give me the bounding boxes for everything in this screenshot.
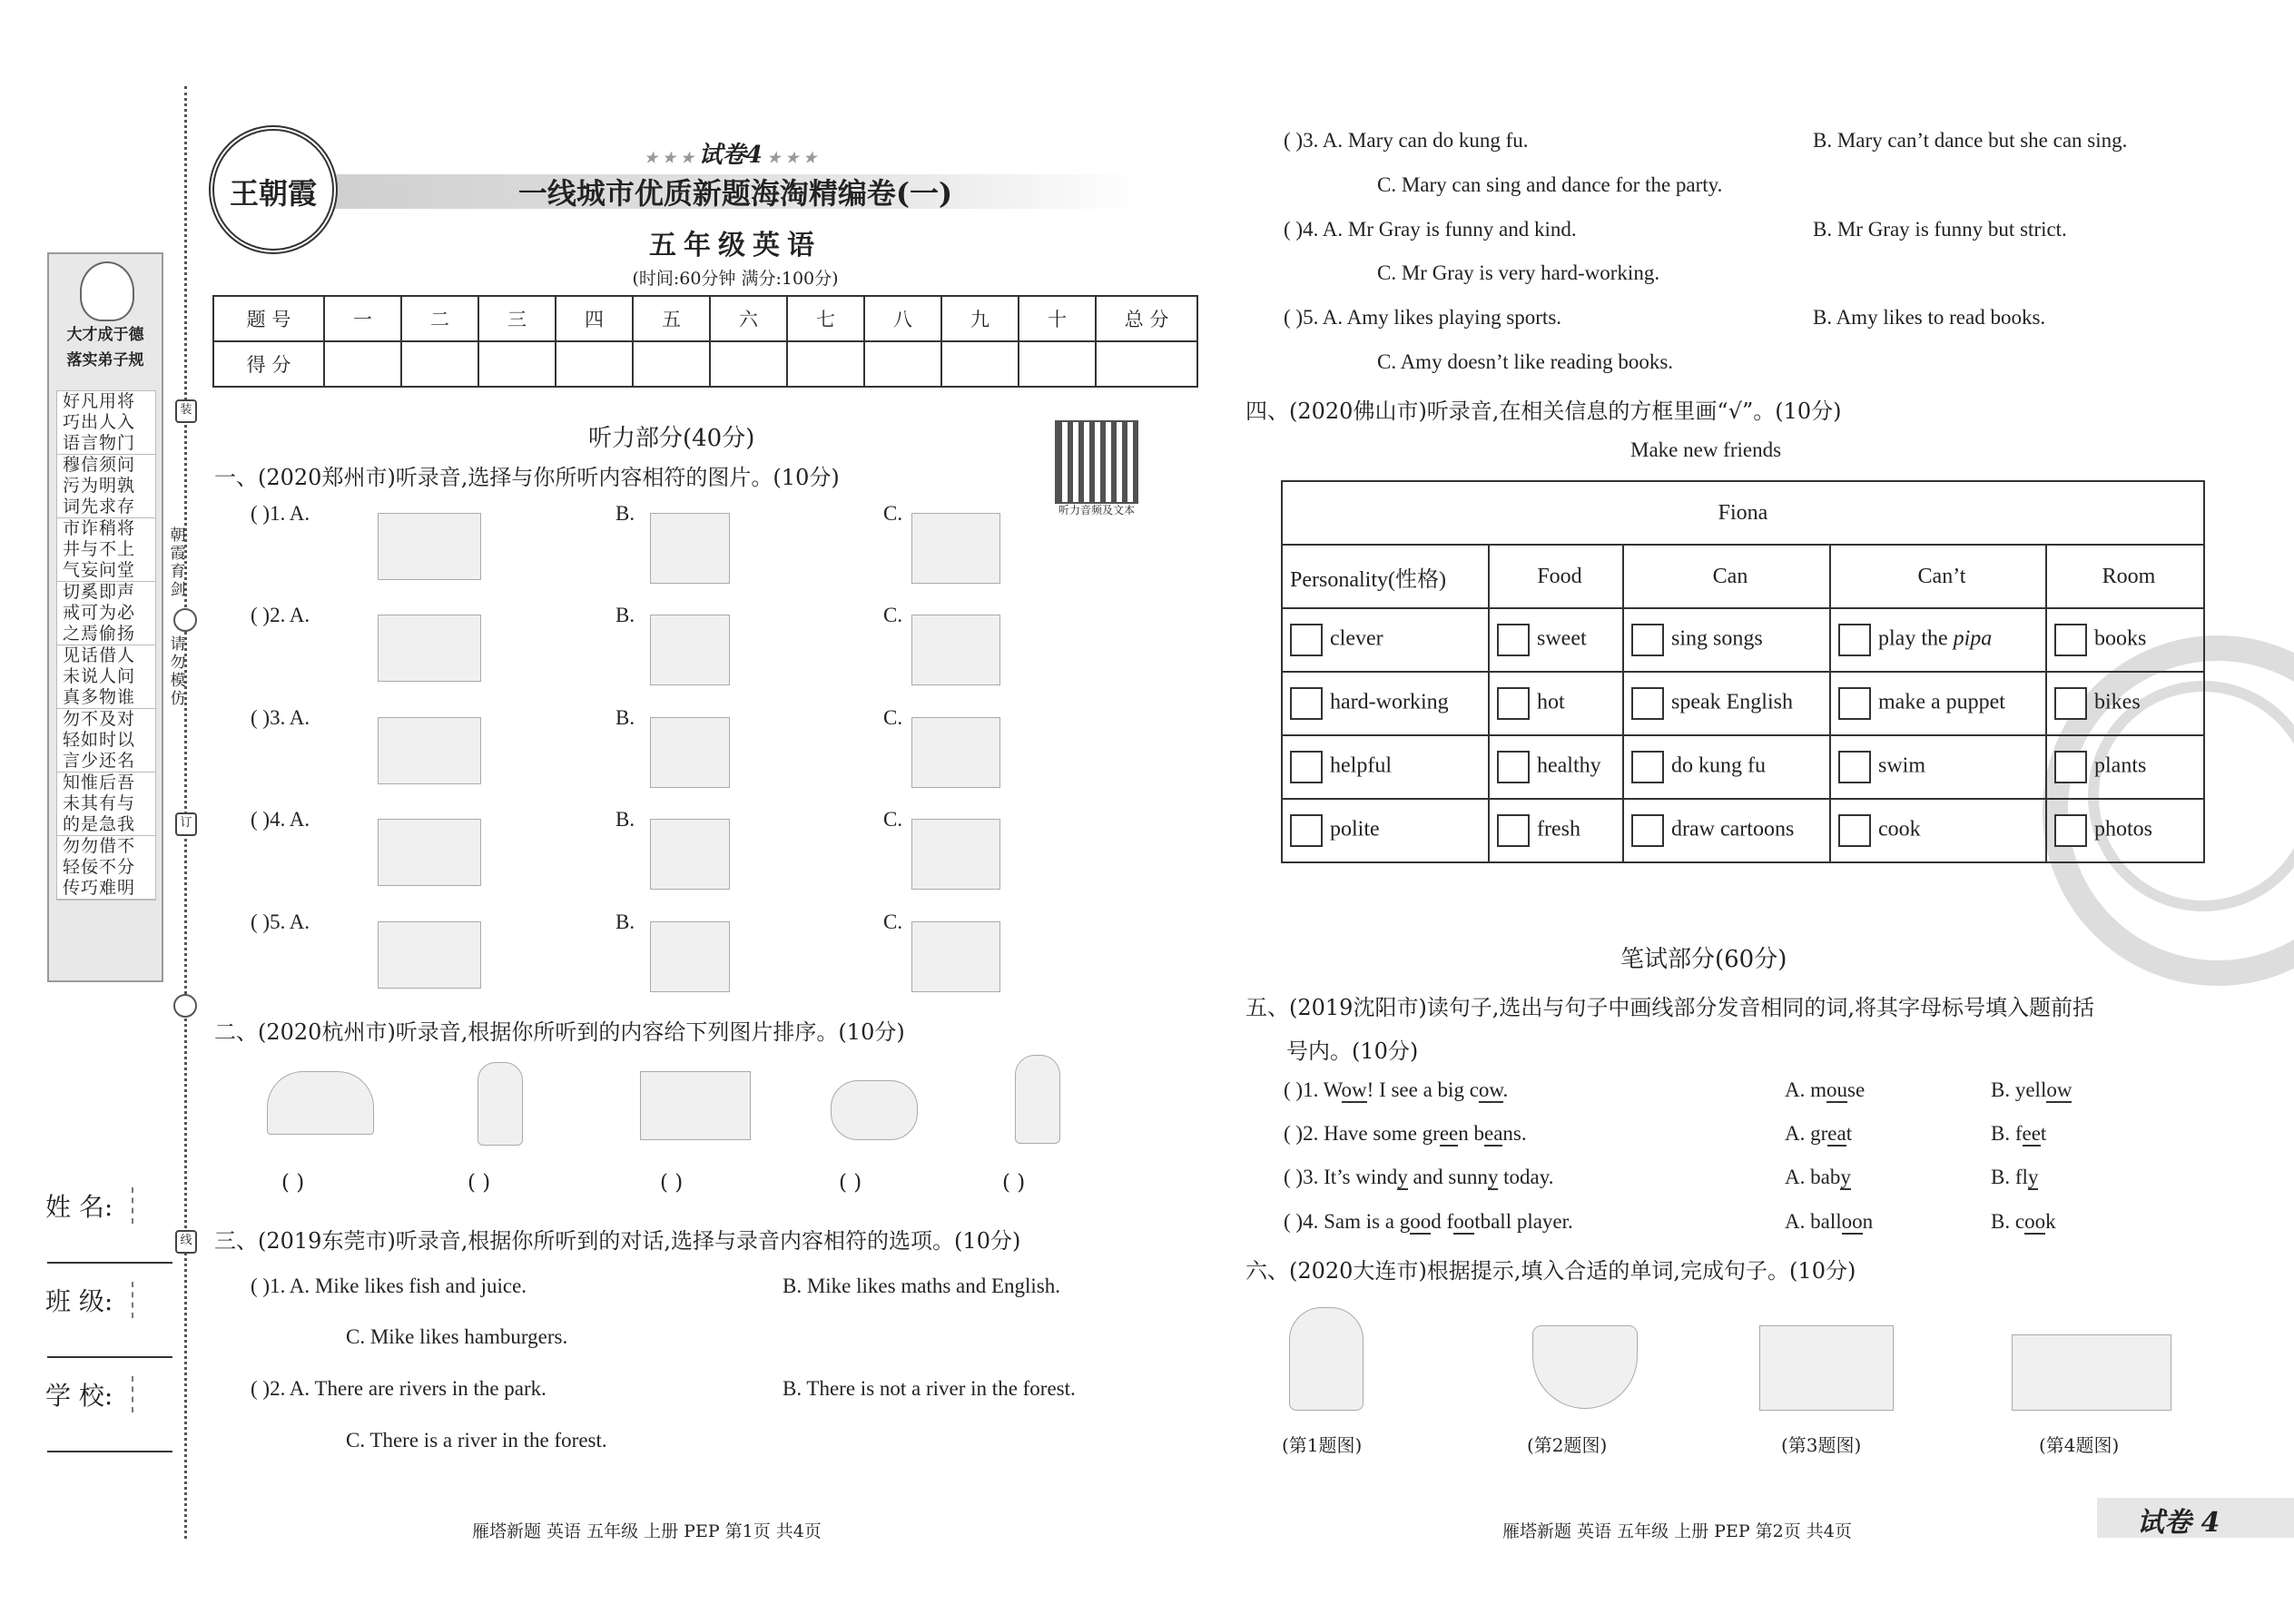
underlined-letters: y bbox=[1397, 1166, 1408, 1188]
s5-option-b[interactable] bbox=[1991, 1122, 2046, 1146]
option-text: B. yell bbox=[1991, 1078, 2047, 1101]
s1-picture-a bbox=[378, 717, 481, 784]
s1-option-c-label[interactable]: C. bbox=[883, 502, 903, 525]
sentence-text: ! I see a big c bbox=[1366, 1078, 1479, 1101]
s5-question[interactable] bbox=[1284, 1210, 1573, 1234]
s1-option-a-label[interactable]: ( )1. A. bbox=[251, 502, 310, 525]
checklist-cell bbox=[1830, 735, 2046, 799]
score-input[interactable] bbox=[941, 341, 1019, 387]
sentence-text: Have some gr bbox=[1324, 1122, 1440, 1145]
checkbox[interactable] bbox=[2054, 814, 2087, 847]
checklist-cell bbox=[1282, 608, 1489, 672]
tree-house-picture bbox=[2012, 1334, 2171, 1411]
underlined-letters: ow bbox=[1341, 1078, 1367, 1101]
motto-verse: 气妄问堂 bbox=[57, 560, 155, 582]
motto-verse: 穆信须问 bbox=[63, 455, 136, 475]
option-label: sing songs bbox=[1671, 626, 1763, 651]
sentence-text: ( )2. bbox=[1284, 1122, 1324, 1145]
checklist-cell bbox=[1489, 608, 1623, 672]
boy-picture bbox=[478, 1062, 523, 1146]
option-label: photos bbox=[2094, 817, 2153, 842]
option-label: fresh bbox=[1537, 817, 1580, 842]
motto-verse: 未其有与 bbox=[63, 793, 136, 813]
underlined-letters: oo bbox=[2024, 1210, 2046, 1233]
motto-strip bbox=[47, 252, 163, 982]
checklist-cell bbox=[1282, 672, 1489, 735]
s5-option-b[interactable] bbox=[1991, 1078, 2072, 1102]
s3-q5-option-b[interactable]: B. Amy likes to read books. bbox=[1813, 306, 2046, 329]
motto-verse: 知惟后吾 bbox=[63, 773, 136, 792]
checkbox[interactable] bbox=[1497, 814, 1530, 847]
section-3-heading: 三、(2019东莞市)听录音,根据你所听到的对话,选择与录音内容相符的选项。(10分) bbox=[214, 1228, 1021, 1254]
score-cell: 总 分 bbox=[1096, 296, 1197, 341]
checkbox[interactable] bbox=[1838, 751, 1871, 783]
order-blank[interactable]: ( ) bbox=[281, 1171, 305, 1195]
checkbox[interactable] bbox=[1631, 814, 1664, 847]
option-label: cook bbox=[1878, 817, 1921, 842]
option-label: clever bbox=[1330, 626, 1383, 651]
s1-picture-b bbox=[650, 615, 730, 685]
side-mark-seal: 订 bbox=[175, 812, 197, 836]
checklist-cell bbox=[2046, 608, 2204, 672]
section-4-heading: 四、(2020佛山市)听录音,在相关信息的方框里画“√”。(10分) bbox=[1245, 399, 1842, 424]
option-label: play the bbox=[1878, 626, 1954, 651]
option-text: A. bab bbox=[1785, 1166, 1841, 1188]
option-label: plants bbox=[2094, 753, 2147, 778]
sentence-text: tball player. bbox=[1474, 1210, 1573, 1233]
checkbox[interactable] bbox=[1838, 814, 1871, 847]
option-text: t bbox=[1846, 1122, 1853, 1145]
paper-title: 一线城市优质新题海淘精编卷(一) bbox=[517, 176, 953, 211]
checkbox[interactable] bbox=[2054, 687, 2087, 720]
sentence-text: ns. bbox=[1502, 1122, 1527, 1145]
s1-picture-c bbox=[911, 615, 1000, 685]
option-text: A. gr bbox=[1785, 1122, 1828, 1145]
option-label: books bbox=[2094, 626, 2147, 651]
checkbox[interactable] bbox=[1838, 624, 1871, 656]
motto-verse: 语言物门 bbox=[57, 433, 155, 455]
s1-option-a-label[interactable]: ( )4. A. bbox=[251, 808, 310, 831]
score-input[interactable] bbox=[401, 341, 478, 387]
underlined-letters: y bbox=[1840, 1166, 1851, 1188]
section-1-heading: 一、(2020郑州市)听录音,选择与你所听内容相符的图片。(10分) bbox=[214, 465, 840, 490]
checkbox[interactable] bbox=[1838, 687, 1871, 720]
fiona-checklist-table bbox=[1281, 480, 2205, 863]
score-cell: 题 号 bbox=[213, 296, 324, 341]
listening-title: 听力部分(40分) bbox=[588, 425, 755, 452]
sentence-text: W bbox=[1323, 1078, 1342, 1101]
option-label: swim bbox=[1878, 753, 1926, 778]
vertical-note: 请勿模仿 bbox=[170, 635, 186, 708]
s1-option-b-label[interactable]: B. bbox=[615, 502, 635, 525]
motto-verse: 勿不及对 bbox=[63, 709, 136, 729]
s1-picture-b bbox=[650, 717, 730, 788]
grade-subject: 五年级英语 bbox=[649, 230, 822, 261]
score-cell: 五 bbox=[633, 296, 710, 341]
s5-option-a[interactable] bbox=[1785, 1210, 1873, 1234]
checklist-cell bbox=[2046, 799, 2204, 862]
score-input[interactable] bbox=[710, 341, 787, 387]
option-label: polite bbox=[1330, 817, 1380, 842]
score-input[interactable] bbox=[478, 341, 556, 387]
s1-option-c-label[interactable]: C. bbox=[883, 808, 903, 831]
vertical-note: 朝霞育剑 bbox=[170, 527, 186, 599]
motto-verse: 词先求存 bbox=[57, 497, 155, 518]
underlined-letters: oo bbox=[1453, 1210, 1475, 1233]
s1-picture-b bbox=[650, 819, 730, 890]
underlined-letters: ea bbox=[1827, 1122, 1846, 1145]
underlined-letters: ee bbox=[1439, 1122, 1459, 1145]
s5-option-a[interactable] bbox=[1785, 1166, 1851, 1189]
s1-picture-c bbox=[911, 819, 1000, 890]
motto-verse: 言少还名 bbox=[57, 751, 155, 773]
paper-number-text: 试卷4 bbox=[698, 142, 763, 169]
checkbox[interactable] bbox=[1497, 624, 1530, 656]
checklist-cell bbox=[1282, 799, 1489, 862]
s3-q3-option-c[interactable]: C. Mary can sing and dance for the party. bbox=[1377, 173, 1723, 196]
option-text: k bbox=[2045, 1210, 2056, 1233]
motto-verse: 好凡用将 bbox=[63, 391, 136, 411]
sentence-text: ( )4. bbox=[1284, 1210, 1324, 1233]
option-label: do kung fu bbox=[1671, 753, 1766, 778]
brand-logo bbox=[209, 125, 338, 254]
motto-top bbox=[56, 322, 154, 373]
s3-q5-option-c[interactable]: C. Amy doesn’t like reading books. bbox=[1377, 350, 1674, 373]
s1-option-b-label[interactable]: B. bbox=[615, 706, 635, 729]
checklist-cell bbox=[1623, 672, 1830, 735]
score-input[interactable] bbox=[1096, 341, 1197, 387]
order-blank[interactable]: ( ) bbox=[660, 1171, 684, 1195]
checklist-cell bbox=[1282, 735, 1489, 799]
motto-verse: 市诈稍将 bbox=[63, 518, 136, 538]
option-label: hard-working bbox=[1330, 690, 1449, 714]
checklist-row bbox=[1282, 672, 2204, 735]
writing-title: 笔试部分(60分) bbox=[1620, 946, 1787, 973]
score-cell: 一 bbox=[324, 296, 401, 341]
table-header-row bbox=[1282, 545, 2204, 608]
checkbox[interactable] bbox=[1631, 624, 1664, 656]
column-header: Can bbox=[1623, 545, 1830, 608]
noodle-bowl-picture bbox=[1532, 1325, 1638, 1409]
score-input[interactable] bbox=[556, 341, 633, 387]
option-text: B. fl bbox=[1991, 1166, 2028, 1188]
motto-verse: 传巧难明 bbox=[57, 878, 155, 900]
s1-picture-b bbox=[650, 921, 730, 992]
s1-option-b-label[interactable]: B. bbox=[615, 910, 635, 933]
sentence-text: n b bbox=[1458, 1122, 1484, 1145]
score-input[interactable] bbox=[324, 341, 401, 387]
section-5-heading: 五、(2019沈阳市)读句子,选出与句子中画线部分发音相同的词,将其字母标号填入题前括 bbox=[1245, 995, 2095, 1020]
option-label: sweet bbox=[1537, 626, 1587, 651]
section-2-heading: 二、(2020杭州市)听录音,根据你所听到的内容给下列图片排序。(10分) bbox=[214, 1019, 905, 1045]
flower-pots-picture bbox=[640, 1071, 751, 1140]
checklist-cell bbox=[2046, 735, 2204, 799]
score-input[interactable] bbox=[1019, 341, 1096, 387]
figure-caption: (第2题图) bbox=[1527, 1434, 1608, 1456]
paper-tab bbox=[2097, 1498, 2294, 1538]
s5-option-a[interactable] bbox=[1785, 1122, 1852, 1146]
option-label: hot bbox=[1537, 690, 1565, 714]
underlined-letters: ou bbox=[1826, 1078, 1847, 1101]
score-cell: 八 bbox=[864, 296, 941, 341]
s1-picture-c bbox=[911, 921, 1000, 992]
cartoon-figure-icon bbox=[80, 261, 134, 321]
sentence-text: ( )1. bbox=[1284, 1078, 1324, 1101]
checkbox[interactable] bbox=[2054, 624, 2087, 656]
s3-q1-option-a[interactable]: ( )1. A. Mike likes fish and juice. bbox=[251, 1275, 527, 1297]
motto-verse: 轻如时以 bbox=[63, 730, 136, 750]
s1-picture-c bbox=[911, 513, 1000, 584]
grandma-picture bbox=[1015, 1055, 1060, 1144]
score-value-row bbox=[213, 341, 1197, 387]
binding-hole-icon bbox=[173, 608, 197, 632]
star-icon: ★ ★ ★ bbox=[762, 149, 817, 166]
s1-option-c-label[interactable]: C. bbox=[883, 910, 903, 933]
score-header-row bbox=[213, 296, 1197, 341]
checklist-row bbox=[1282, 799, 2204, 862]
option-label: make a puppet bbox=[1878, 690, 2005, 714]
s3-q2-option-c[interactable]: C. There is a river in the forest. bbox=[346, 1429, 607, 1452]
option-label: draw cartoons bbox=[1671, 817, 1795, 842]
underlined-letters: oo bbox=[1410, 1210, 1432, 1233]
sentence-text: It’s wind bbox=[1324, 1166, 1398, 1188]
score-cell: 二 bbox=[401, 296, 478, 341]
s3-q1-option-c[interactable]: C. Mike likes hamburgers. bbox=[346, 1325, 568, 1348]
option-text: t bbox=[2040, 1122, 2047, 1145]
sentence-text: and sunn bbox=[1407, 1166, 1488, 1188]
column-header: Room bbox=[2046, 545, 2204, 608]
page-footer-right: 雁塔新题 英语 五年级 上册 PEP 第2页 共4页 bbox=[1502, 1521, 1852, 1541]
score-cell: 四 bbox=[556, 296, 633, 341]
column-header: Food bbox=[1489, 545, 1623, 608]
score-input[interactable] bbox=[633, 341, 710, 387]
sentence-text: ( )3. bbox=[1284, 1166, 1324, 1188]
s1-option-b-label[interactable]: B. bbox=[615, 604, 635, 626]
checkbox[interactable] bbox=[1290, 751, 1323, 783]
girl-cooking-picture bbox=[1289, 1307, 1364, 1411]
checkbox[interactable] bbox=[1290, 687, 1323, 720]
option-text: B. f bbox=[1991, 1122, 2023, 1145]
checkbox[interactable] bbox=[1290, 624, 1323, 656]
sentence-text: Sam is a g bbox=[1324, 1210, 1411, 1233]
motto-verse: 戒可为必 bbox=[63, 603, 136, 623]
logo-text: 王朝霞 bbox=[229, 176, 317, 211]
side-mark-seal: 线 bbox=[175, 1230, 197, 1254]
underlined-letters: y bbox=[2027, 1166, 2039, 1188]
motto-verse: 之焉偷扬 bbox=[57, 624, 155, 645]
s1-option-a-label[interactable]: ( )2. A. bbox=[251, 604, 310, 626]
checkbox[interactable] bbox=[1497, 751, 1530, 783]
order-blank[interactable]: ( ) bbox=[468, 1171, 491, 1195]
checkbox[interactable] bbox=[1631, 687, 1664, 720]
underlined-letters: ea bbox=[1484, 1122, 1503, 1145]
s3-q4-option-a[interactable]: ( )4. A. Mr Gray is funny and kind. bbox=[1284, 218, 1577, 241]
s1-picture-b bbox=[650, 513, 730, 584]
paper-tab-text: 试卷 4 bbox=[2137, 1507, 2220, 1539]
paper-number bbox=[645, 136, 817, 170]
checklist-cell bbox=[2046, 672, 2204, 735]
motto-verse: 见话借人 bbox=[63, 645, 136, 665]
bridge-picture bbox=[267, 1071, 374, 1135]
order-blank[interactable]: ( ) bbox=[839, 1171, 862, 1195]
score-table bbox=[212, 295, 1198, 388]
motto-verse: 切奚即声 bbox=[63, 582, 136, 602]
option-text: se bbox=[1847, 1078, 1866, 1101]
figure-caption: (第3题图) bbox=[1781, 1434, 1862, 1456]
s1-option-b-label[interactable]: B. bbox=[615, 808, 635, 831]
option-text: A. m bbox=[1785, 1078, 1826, 1101]
underlined-letters: ow bbox=[2046, 1078, 2072, 1101]
score-cell: 三 bbox=[478, 296, 556, 341]
motto-verse: 勿勿借不 bbox=[63, 836, 136, 856]
s1-picture-a bbox=[378, 819, 481, 886]
name-field-line[interactable] bbox=[47, 1262, 172, 1264]
table-name-cell: Fiona bbox=[1282, 481, 2204, 545]
s1-picture-a bbox=[378, 513, 481, 580]
s1-picture-c bbox=[911, 717, 1000, 788]
motto-verse: 井与不上 bbox=[63, 539, 136, 559]
s3-q2-option-b[interactable]: B. There is not a river in the forest. bbox=[783, 1377, 1076, 1400]
motto-line: 落实弟子规 bbox=[66, 351, 144, 369]
checklist-cell bbox=[1623, 735, 1830, 799]
checklist-row bbox=[1282, 735, 2204, 799]
column-header: Can’t bbox=[1830, 545, 2046, 608]
table-name-row bbox=[1282, 481, 2204, 545]
checklist-cell bbox=[1489, 735, 1623, 799]
option-text: A. ball bbox=[1785, 1210, 1842, 1233]
score-cell: 十 bbox=[1019, 296, 1096, 341]
checklist-cell bbox=[1830, 608, 2046, 672]
s3-q1-option-b[interactable]: B. Mike likes maths and English. bbox=[783, 1275, 1061, 1297]
score-cell: 六 bbox=[710, 296, 787, 341]
option-text: n bbox=[1862, 1210, 1874, 1233]
score-cell: 九 bbox=[941, 296, 1019, 341]
underlined-letters: ow bbox=[1478, 1078, 1503, 1101]
option-label: speak English bbox=[1671, 690, 1793, 714]
page-footer-left: 雁塔新题 英语 五年级 上册 PEP 第1页 共4页 bbox=[472, 1521, 822, 1541]
s5-question[interactable] bbox=[1284, 1166, 1554, 1189]
option-label-italic: pipa bbox=[1953, 626, 1993, 651]
sentence-text: d f bbox=[1431, 1210, 1454, 1233]
s1-option-a-label[interactable]: ( )3. A. bbox=[251, 706, 310, 729]
option-text: B. c bbox=[1991, 1210, 2025, 1233]
s3-q5-option-a[interactable]: ( )5. A. Amy likes playing sports. bbox=[1284, 306, 1562, 329]
motto-verses bbox=[56, 390, 156, 901]
checkbox[interactable] bbox=[1290, 814, 1323, 847]
order-blank[interactable]: ( ) bbox=[1002, 1171, 1026, 1195]
class-field-label: 班 级: bbox=[45, 1282, 133, 1318]
motto-line: 大才成于德 bbox=[66, 326, 144, 344]
qr-code-icon[interactable] bbox=[1055, 420, 1138, 504]
s1-picture-a bbox=[378, 921, 481, 989]
s3-q4-option-c[interactable]: C. Mr Gray is very hard-working. bbox=[1377, 261, 1660, 284]
table-subtitle: Make new friends bbox=[1630, 438, 1782, 461]
dancing-kids-picture bbox=[1759, 1325, 1894, 1411]
sentence-text: today. bbox=[1498, 1166, 1554, 1188]
checklist-cell bbox=[1830, 672, 2046, 735]
side-mark-seal: 装 bbox=[175, 399, 197, 423]
motto-verse: 的是急我 bbox=[57, 814, 155, 836]
option-label: helpful bbox=[1330, 753, 1392, 778]
option-label: healthy bbox=[1537, 753, 1601, 778]
score-input[interactable] bbox=[864, 341, 941, 387]
star-icon: ★ ★ ★ bbox=[645, 149, 699, 166]
s3-q3-option-b[interactable]: B. Mary can’t dance but she can sing. bbox=[1813, 129, 2128, 152]
score-cell: 七 bbox=[787, 296, 864, 341]
motto-verse: 轻佞不分 bbox=[63, 857, 136, 877]
checkbox[interactable] bbox=[1497, 687, 1530, 720]
score-input[interactable] bbox=[787, 341, 864, 387]
checklist-cell bbox=[1489, 672, 1623, 735]
name-field-label: 姓 名: bbox=[45, 1187, 133, 1224]
s5-option-b[interactable] bbox=[1991, 1210, 2056, 1234]
motto-verse: 真多物谁 bbox=[57, 687, 155, 709]
checklist-row bbox=[1282, 608, 2204, 672]
checklist-cell bbox=[1623, 608, 1830, 672]
checklist-cell bbox=[1623, 799, 1830, 862]
figure-caption: (第1题图) bbox=[1282, 1434, 1363, 1456]
checklist-cell bbox=[1830, 799, 2046, 862]
motto-verse: 巧出人入 bbox=[63, 412, 136, 432]
class-field-line[interactable] bbox=[47, 1356, 172, 1358]
option-label: bikes bbox=[2094, 690, 2141, 714]
checkbox[interactable] bbox=[2054, 751, 2087, 783]
s5-option-a[interactable] bbox=[1785, 1078, 1865, 1102]
underlined-letters: y bbox=[1487, 1166, 1499, 1188]
s1-option-c-label[interactable]: C. bbox=[883, 706, 903, 729]
section-6-heading: 六、(2020大连市)根据提示,填入合适的单词,完成句子。(10分) bbox=[1245, 1258, 1856, 1284]
s3-q4-option-b[interactable]: B. Mr Gray is funny but strict. bbox=[1813, 218, 2067, 241]
column-header: Personality(性格) bbox=[1282, 545, 1489, 608]
motto-verse: 污为明孰 bbox=[63, 476, 136, 496]
s3-q2-option-a[interactable]: ( )2. A. There are rivers in the park. bbox=[251, 1377, 546, 1400]
underlined-letters: oo bbox=[1841, 1210, 1863, 1233]
s1-option-a-label[interactable]: ( )5. A. bbox=[251, 910, 310, 933]
s5-option-b[interactable] bbox=[1991, 1166, 2038, 1189]
score-cell: 得 分 bbox=[213, 341, 324, 387]
section-5-heading-cont: 号内。(10分) bbox=[1286, 1038, 1419, 1064]
checkbox[interactable] bbox=[1631, 751, 1664, 783]
underlined-letters: ee bbox=[2022, 1122, 2041, 1145]
s5-question[interactable] bbox=[1284, 1078, 1508, 1102]
sentence-text: . bbox=[1502, 1078, 1509, 1101]
school-field-line[interactable] bbox=[47, 1451, 172, 1452]
school-field-label: 学 校: bbox=[45, 1376, 133, 1412]
time-info: (时间:60分钟 满分:100分) bbox=[632, 269, 839, 289]
checklist-cell bbox=[1489, 799, 1623, 862]
s3-q3-option-a[interactable]: ( )3. A. Mary can do kung fu. bbox=[1284, 129, 1529, 152]
bicycle-picture bbox=[831, 1080, 918, 1140]
motto-verse: 未说人问 bbox=[63, 666, 136, 686]
s1-picture-a bbox=[378, 615, 481, 682]
figure-caption: (第4题图) bbox=[2039, 1434, 2120, 1456]
s5-question[interactable] bbox=[1284, 1122, 1527, 1146]
qr-caption: 听力音频及文本 bbox=[1058, 504, 1135, 517]
s1-option-c-label[interactable]: C. bbox=[883, 604, 903, 626]
binding-hole-icon bbox=[173, 994, 197, 1018]
